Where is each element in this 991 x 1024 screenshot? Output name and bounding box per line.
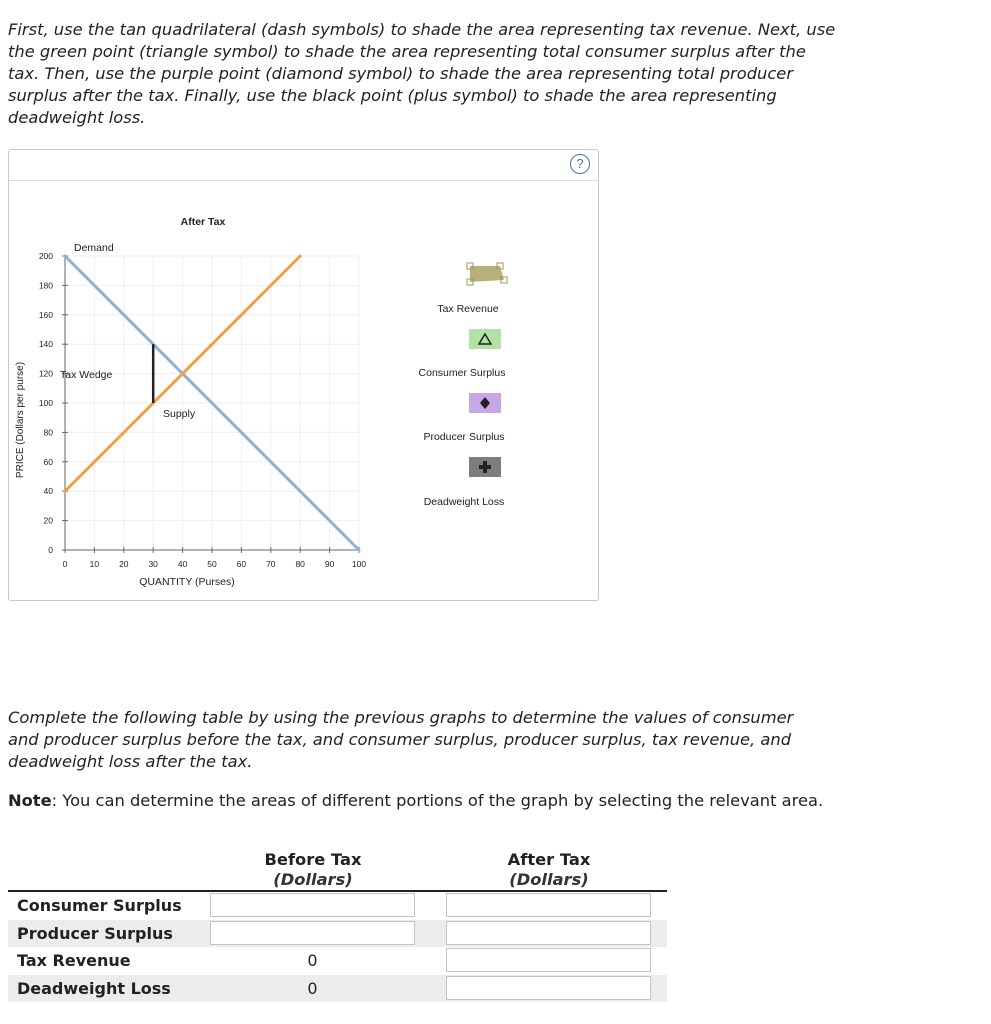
tax-revenue-after-input[interactable] — [446, 948, 651, 972]
legend-deadweight-loss-label: Deadweight Loss — [423, 496, 505, 508]
y-tick-label: 40 — [43, 486, 53, 497]
legend-producer-surplus-label: Producer Surplus — [423, 431, 505, 443]
y-tick-label: 20 — [43, 515, 53, 526]
cs-after-input[interactable] — [446, 893, 651, 917]
x-tick-label: 70 — [266, 559, 276, 569]
x-tick-label: 60 — [236, 559, 247, 569]
legend-consumer-surplus-tool[interactable] — [469, 329, 501, 349]
row-label: Producer Surplus — [17, 923, 173, 943]
y-axis-label: PRICE (Dollars per purse) — [15, 361, 26, 479]
legend-tax-revenue-label: Tax Revenue — [437, 303, 499, 315]
instructions-text: First, use the tan quadrilateral (dash symbols) to shade the area representing tax revenue. Next, use the green point (triangle symbol) to shade the area representing total consumer surplus after the tax. Then, use the purple point (diamond symbol) to shade the area representing total producer surplus after the tax. Finally, use the black point (plus symbol) to shade the area representing deadweight loss. — [8, 20, 836, 127]
note-text — [8, 790, 828, 812]
note-body: : You can determine the areas of different portions of the graph by selecting the relevant area. — [51, 791, 824, 810]
x-tick-label: 0 — [62, 559, 68, 569]
before-tax-header — [233, 850, 393, 890]
y-tick-label: 120 — [38, 368, 53, 379]
row-label: Consumer Surplus — [17, 896, 182, 915]
y-tick-label: 0 — [48, 545, 53, 555]
supply-label: Supply — [163, 408, 196, 420]
ps-before-input[interactable] — [210, 921, 415, 945]
y-tick-label: 140 — [38, 339, 53, 350]
y-tick-label: 100 — [38, 398, 53, 408]
y-tick-label: 60 — [43, 456, 53, 467]
tan-quadrilateral-icon — [470, 266, 504, 282]
y-tick-label: 80 — [43, 427, 53, 438]
y-tick-label: 180 — [38, 280, 53, 291]
note-label: Note — [8, 791, 52, 810]
tax-wedge-label: Tax Wedge — [60, 369, 113, 381]
legend-deadweight-loss-tool[interactable] — [469, 457, 501, 477]
help-icon[interactable]: ? — [570, 154, 590, 174]
y-ticks — [39, 251, 68, 555]
dwl-after-input[interactable] — [446, 976, 651, 1000]
legend-tax-revenue-tool[interactable] — [467, 263, 507, 285]
legend-producer-surplus-tool[interactable] — [469, 393, 501, 413]
x-tick-label: 50 — [207, 559, 217, 569]
graph-svg — [9, 150, 598, 600]
y-tick-label: 160 — [38, 309, 53, 320]
table-row-tax-revenue — [8, 947, 667, 975]
x-tick-label: 20 — [119, 559, 129, 569]
demand-label: Demand — [74, 242, 114, 254]
after-tax-unit: (Dollars) — [509, 870, 589, 889]
x-tick-label: 40 — [177, 559, 188, 569]
y-tick-label: 200 — [38, 251, 53, 261]
row-label: Tax Revenue — [17, 951, 131, 970]
x-tick-label: 30 — [148, 559, 158, 569]
cs-before-input[interactable] — [210, 893, 415, 917]
table-instructions: Complete the following table by using the previous graphs to determine the values of consumer and producer surplus before the tax, and consumer surplus, producer surplus, tax revenue, and deadweight loss after the tax. — [8, 708, 794, 771]
after-tax-title: After Tax — [507, 850, 591, 869]
dwl-before-value: 0 — [307, 978, 318, 998]
row-label: Deadweight Loss — [17, 978, 171, 998]
tax-revenue-before-value: 0 — [307, 951, 318, 970]
x-tick-label: 10 — [89, 559, 100, 569]
green-swatch — [469, 329, 501, 349]
graph-title: After Tax — [180, 216, 226, 228]
after-tax-header — [469, 850, 629, 890]
graph-panel — [8, 149, 599, 601]
x-tick-label: 90 — [324, 559, 335, 569]
legend-consumer-surplus-label: Consumer Surplus — [418, 367, 506, 379]
table-row-consumer-surplus — [8, 892, 667, 920]
before-tax-title: Before Tax — [264, 850, 362, 869]
table-row-deadweight-loss — [8, 975, 667, 1003]
x-axis-label: QUANTITY (Purses) — [139, 576, 235, 588]
ps-after-input[interactable] — [446, 921, 651, 945]
x-tick-label: 80 — [295, 559, 305, 569]
before-tax-unit: (Dollars) — [273, 870, 353, 889]
x-tick-label: 100 — [351, 559, 367, 569]
table-row-producer-surplus — [8, 920, 667, 948]
